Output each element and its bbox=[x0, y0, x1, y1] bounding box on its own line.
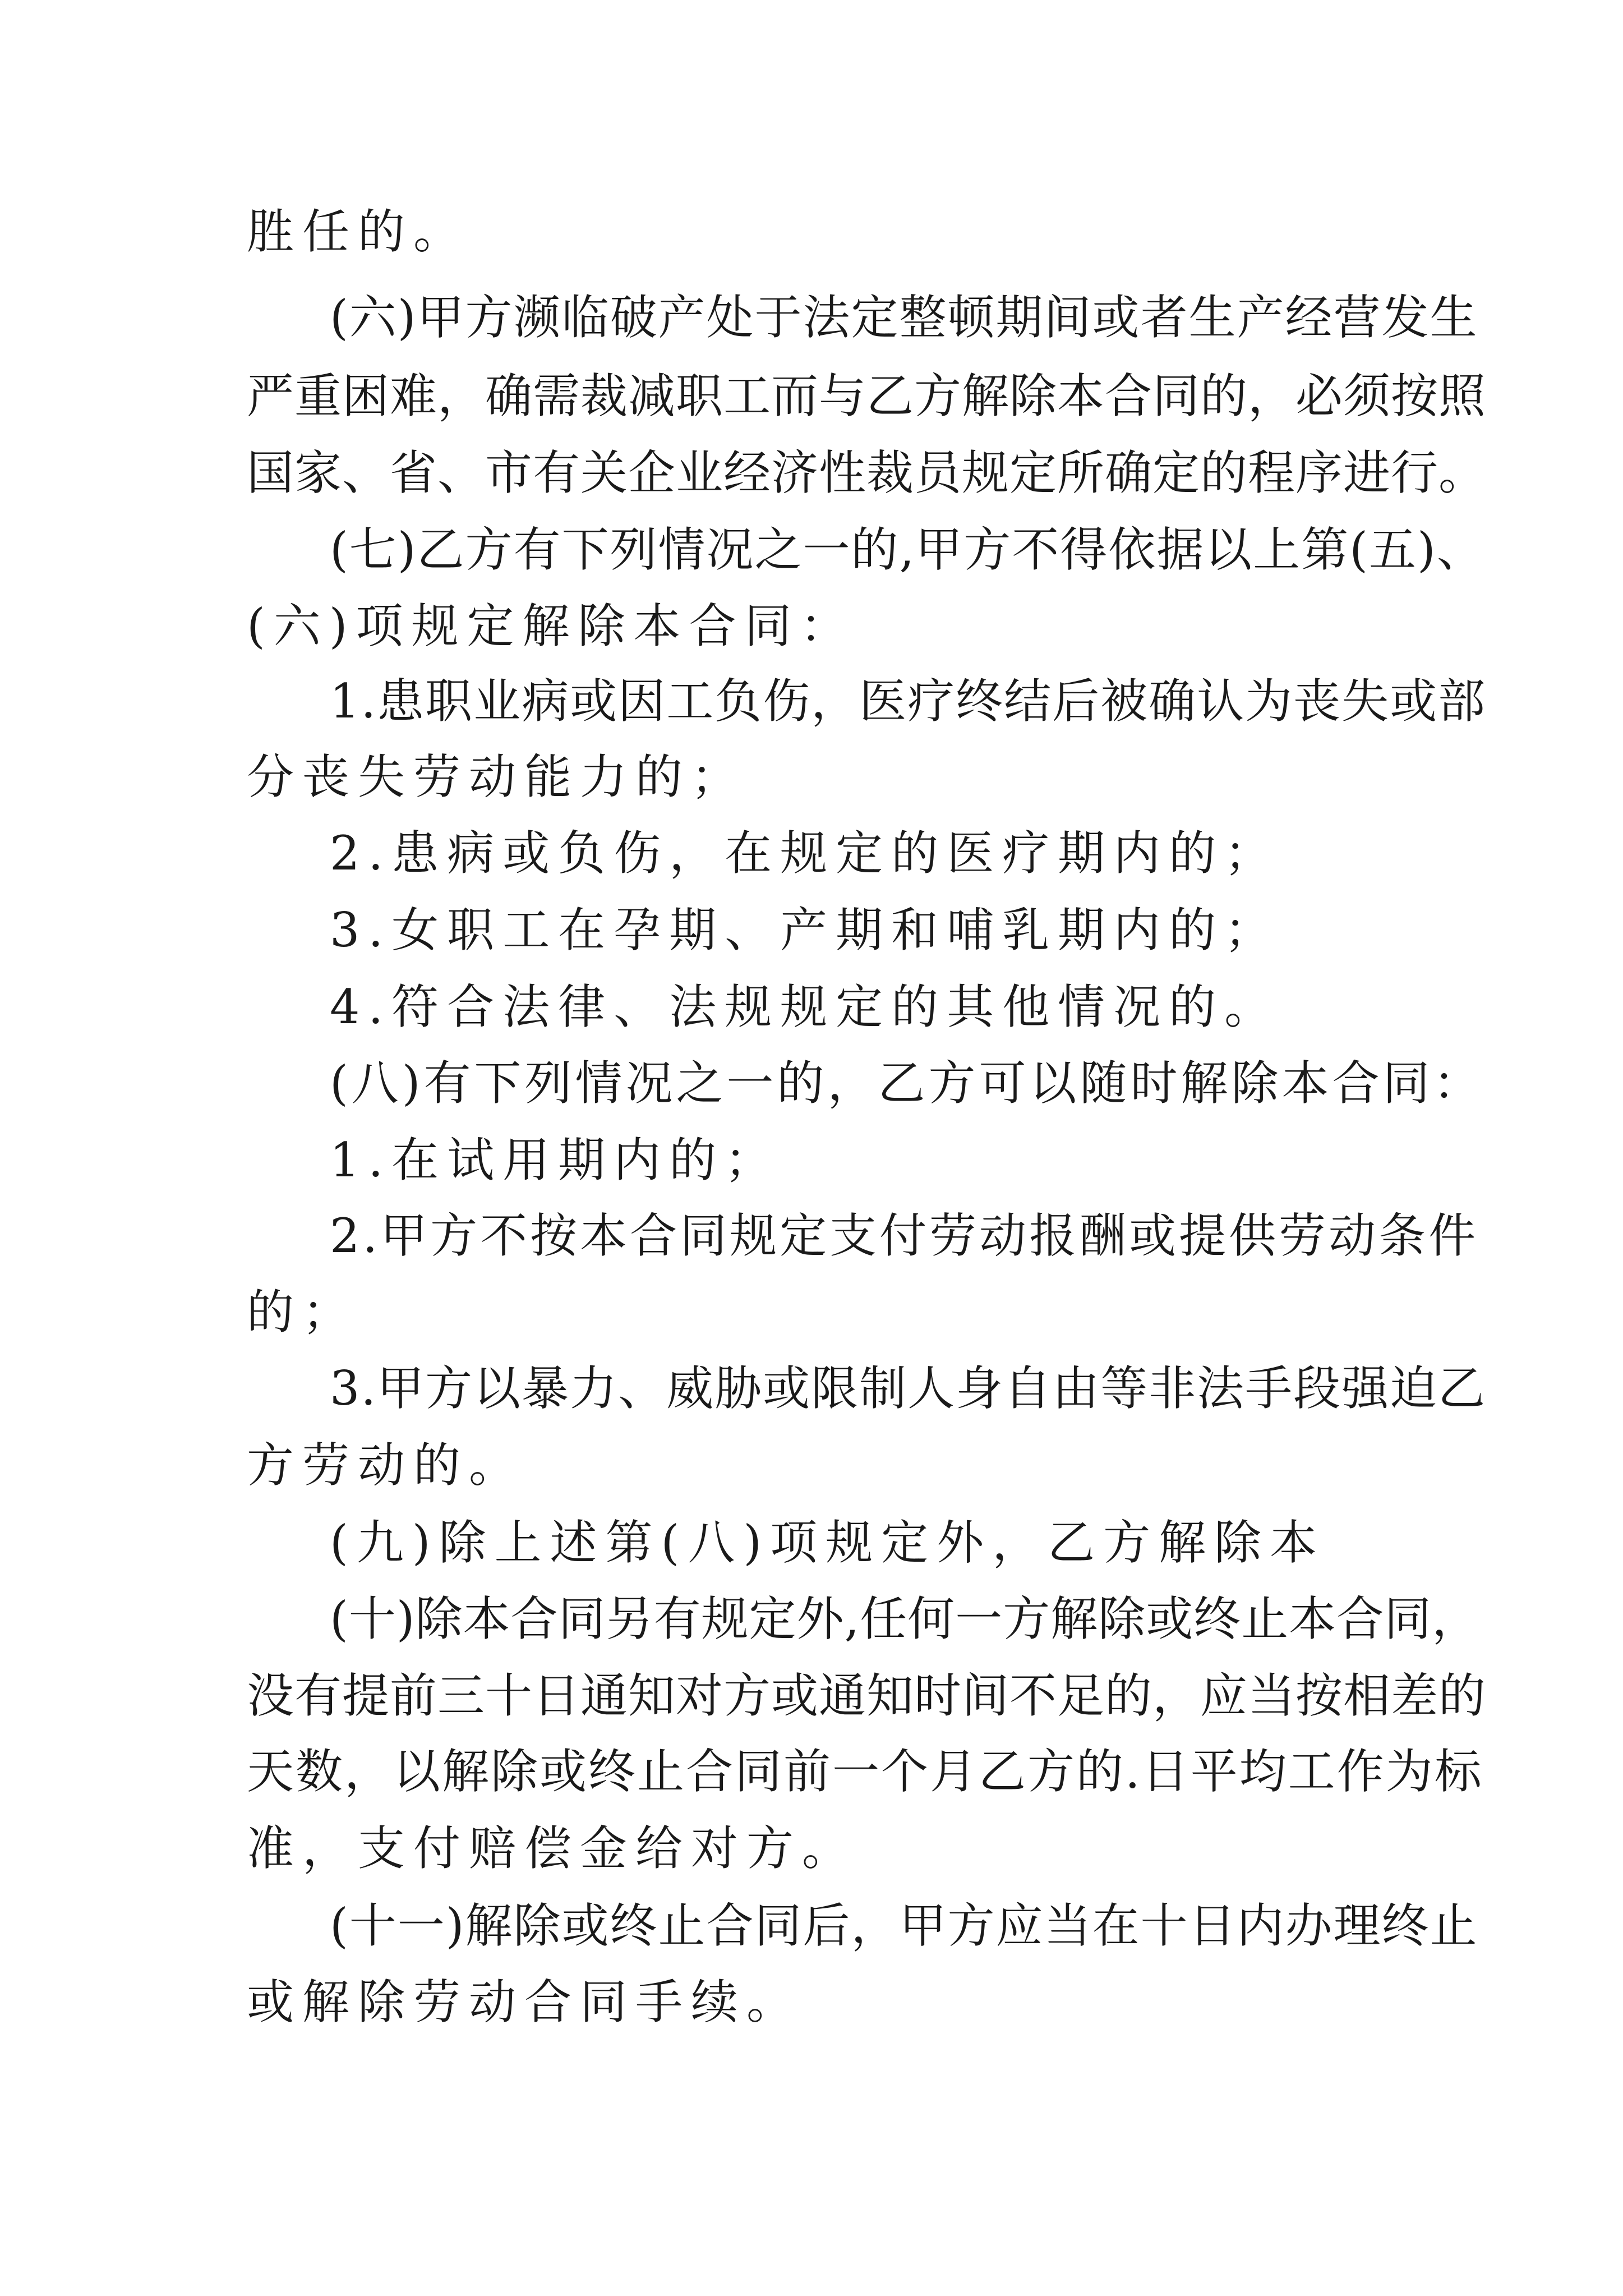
text-line: 没有提前三十日通知对方或通知时间不足的，应当按相差的 bbox=[247, 1668, 1487, 1723]
text-line: (九)除上述第(八)项规定外，乙方解除本 bbox=[330, 1515, 1326, 1570]
text-line: (六)甲方濒临破产处于法定整顿期间或者生产经营发生 bbox=[330, 290, 1478, 345]
text-line: (七)乙方有下列情况之一的,甲方不得依据以上第(五)、 bbox=[330, 522, 1485, 577]
text-line: 严重困难，确需裁减职工而与乙方解除本合同的，必须按照 bbox=[247, 369, 1487, 424]
text-line: (十)除本合同另有规定外,任何一方解除或终止本合同， bbox=[330, 1591, 1480, 1646]
text-line: 1.在试用期内的； bbox=[330, 1133, 781, 1188]
text-line: 的； bbox=[247, 1285, 358, 1340]
text-line: 4.符合法律、法规规定的其他情况的。 bbox=[330, 979, 1280, 1034]
text-line: 胜任的。 bbox=[247, 204, 469, 259]
text-line: 分丧失劳动能力的； bbox=[247, 749, 747, 804]
text-line: (八)有下列情况之一的，乙方可以随时解除本合同： bbox=[330, 1056, 1484, 1111]
text-line: 2.甲方不按本合同规定支付劳动报酬或提供劳动条件 bbox=[330, 1208, 1479, 1263]
text-line: 天数，以解除或终止合同前一个月乙方的.日平均工作为标 bbox=[247, 1744, 1483, 1799]
text-line: 3.女职工在孕期、产期和哺乳期内的； bbox=[330, 903, 1280, 958]
text-line: 1.患职业病或因工负伤，医疗终结后被确认为丧失或部 bbox=[330, 674, 1487, 729]
text-line: 国家、省、市有关企业经济性裁员规定所确定的程序进行。 bbox=[247, 445, 1487, 500]
text-line: 方劳动的。 bbox=[247, 1438, 525, 1493]
text-line: (六)项规定解除本合同： bbox=[247, 599, 856, 654]
text-line: (十一)解除或终止合同后，甲方应当在十日内办理终止 bbox=[330, 1898, 1478, 1953]
text-line: 准，支付赔偿金给对方。 bbox=[247, 1821, 858, 1876]
text-line: 或解除劳动合同手续。 bbox=[247, 1975, 803, 2030]
text-line: 3.甲方以暴力、威胁或限制人身自由等非法手段强迫乙 bbox=[330, 1361, 1487, 1416]
text-line: 2.患病或负伤，在规定的医疗期内的； bbox=[330, 826, 1280, 881]
